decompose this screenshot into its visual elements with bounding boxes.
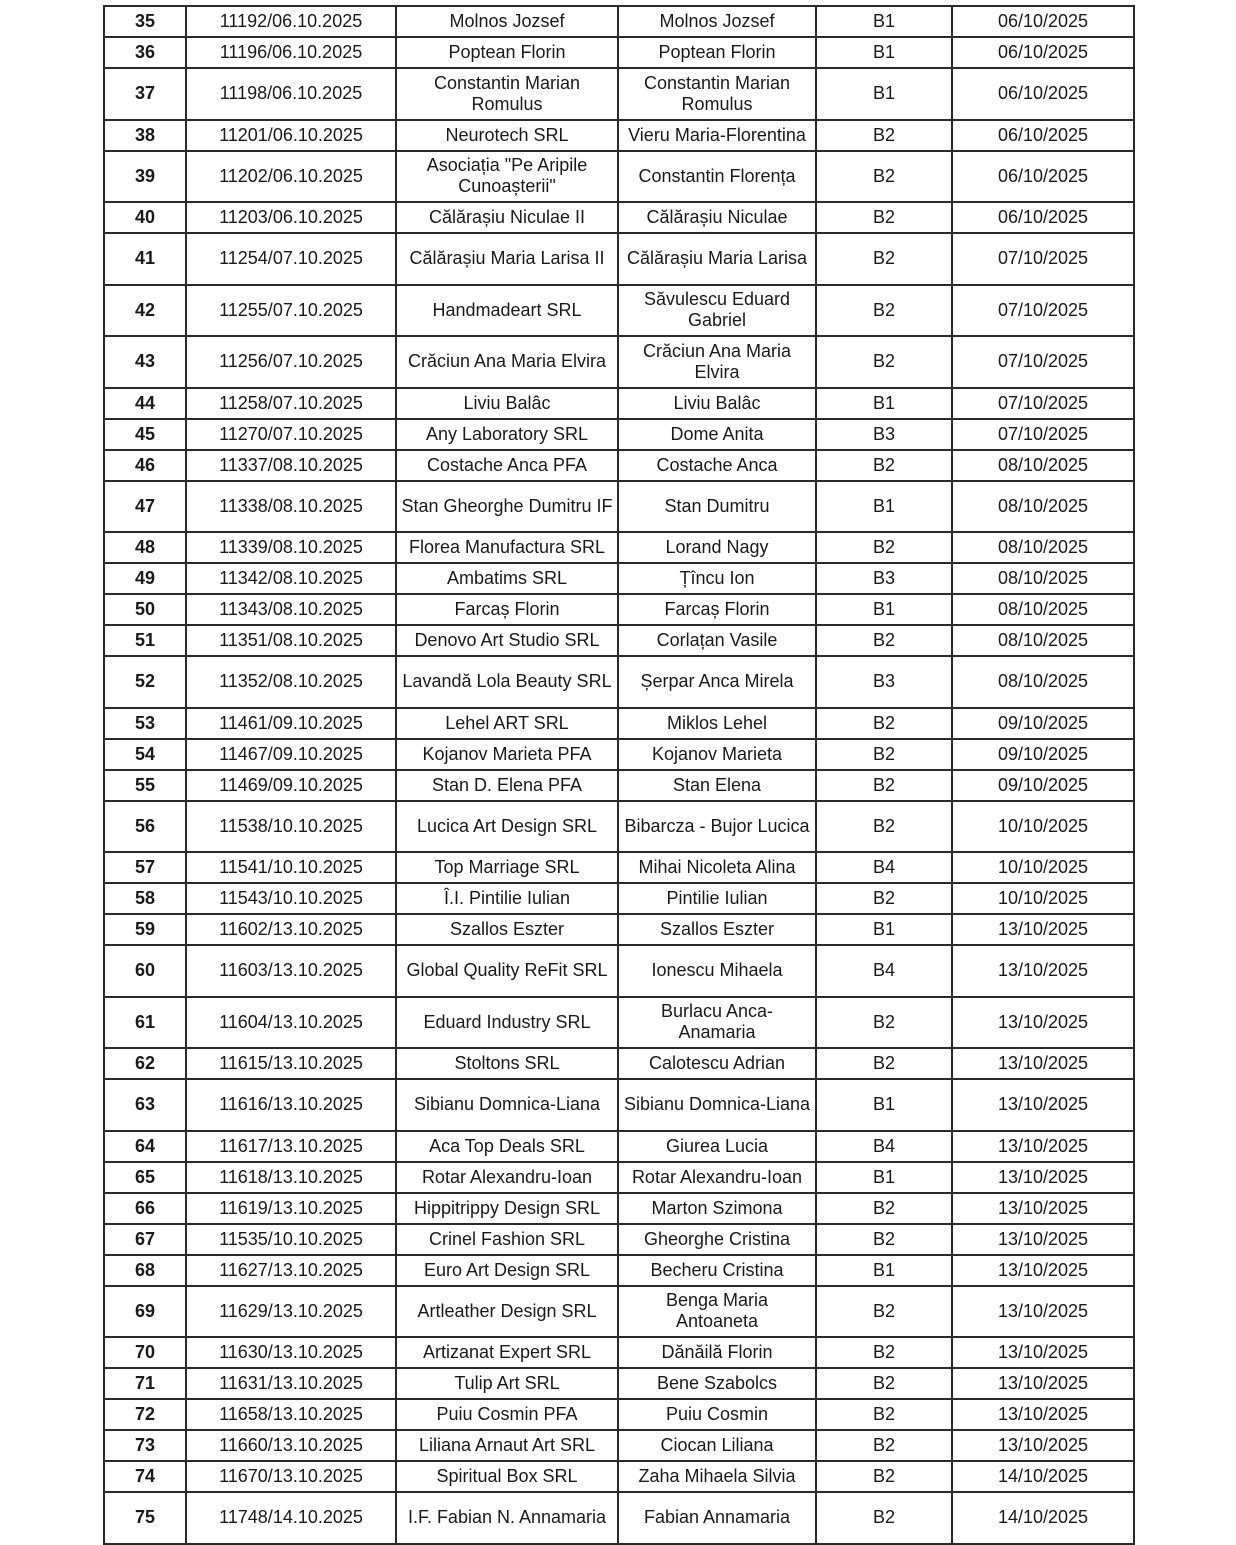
- row-number-cell: 58: [104, 883, 186, 914]
- row-number-cell: 68: [104, 1255, 186, 1286]
- applicant-name-cell: Crinel Fashion SRL: [396, 1224, 618, 1255]
- approval-date-cell: 06/10/2025: [952, 68, 1134, 120]
- approval-date-cell: 08/10/2025: [952, 594, 1134, 625]
- table-row: [104, 656, 1134, 708]
- approval-date-cell: 13/10/2025: [952, 1430, 1134, 1461]
- registration-number-cell: 11351/08.10.2025: [186, 625, 396, 656]
- approval-date-cell: 06/10/2025: [952, 120, 1134, 151]
- table-row: [104, 1337, 1134, 1368]
- approval-date-cell: 13/10/2025: [952, 1286, 1134, 1338]
- applicant-name-cell: Handmadeart SRL: [396, 285, 618, 337]
- table-row: [104, 1286, 1134, 1338]
- table-row: [104, 739, 1134, 770]
- table-row: [104, 151, 1134, 203]
- table-row: [104, 202, 1134, 233]
- representative-name-cell: Șerpar Anca Mirela: [618, 656, 816, 708]
- registration-number-cell: 11201/06.10.2025: [186, 120, 396, 151]
- row-number-cell: 42: [104, 285, 186, 337]
- category-code-cell: B1: [816, 1162, 952, 1193]
- representative-name-cell: Fabian Annamaria: [618, 1492, 816, 1544]
- applicant-name-cell: Florea Manufactura SRL: [396, 532, 618, 563]
- registration-number-cell: 11337/08.10.2025: [186, 450, 396, 481]
- row-number-cell: 72: [104, 1399, 186, 1430]
- representative-name-cell: Giurea Lucia: [618, 1131, 816, 1162]
- applicant-name-cell: Constantin Marian Romulus: [396, 68, 618, 120]
- approval-date-cell: 13/10/2025: [952, 1193, 1134, 1224]
- representative-name-cell: Sibianu Domnica-Liana: [618, 1079, 816, 1131]
- category-code-cell: B3: [816, 656, 952, 708]
- table-row: [104, 1461, 1134, 1492]
- registration-number-cell: 11616/13.10.2025: [186, 1079, 396, 1131]
- representative-name-cell: Ionescu Mihaela: [618, 945, 816, 997]
- row-number-cell: 55: [104, 770, 186, 801]
- registration-number-cell: 11254/07.10.2025: [186, 233, 396, 285]
- approval-date-cell: 08/10/2025: [952, 625, 1134, 656]
- applicant-name-cell: Szallos Eszter: [396, 914, 618, 945]
- approval-date-cell: 06/10/2025: [952, 6, 1134, 37]
- representative-name-cell: Vieru Maria-Florentina: [618, 120, 816, 151]
- applicant-name-cell: I.F. Fabian N. Annamaria: [396, 1492, 618, 1544]
- registration-number-cell: 11203/06.10.2025: [186, 202, 396, 233]
- row-number-cell: 61: [104, 997, 186, 1049]
- table-row: [104, 37, 1134, 68]
- row-number-cell: 43: [104, 336, 186, 388]
- row-number-cell: 45: [104, 419, 186, 450]
- category-code-cell: B2: [816, 532, 952, 563]
- registration-table: [103, 5, 1135, 1545]
- category-code-cell: B2: [816, 1286, 952, 1338]
- row-number-cell: 53: [104, 708, 186, 739]
- table-row: [104, 1430, 1134, 1461]
- table-row: [104, 945, 1134, 997]
- row-number-cell: 57: [104, 852, 186, 883]
- registration-number-cell: 11196/06.10.2025: [186, 37, 396, 68]
- table-row: [104, 594, 1134, 625]
- representative-name-cell: Rotar Alexandru-Ioan: [618, 1162, 816, 1193]
- category-code-cell: B2: [816, 120, 952, 151]
- approval-date-cell: 06/10/2025: [952, 202, 1134, 233]
- applicant-name-cell: Ambatims SRL: [396, 563, 618, 594]
- applicant-name-cell: Stoltons SRL: [396, 1048, 618, 1079]
- approval-date-cell: 13/10/2025: [952, 1255, 1134, 1286]
- applicant-name-cell: Artizanat Expert SRL: [396, 1337, 618, 1368]
- applicant-name-cell: Poptean Florin: [396, 37, 618, 68]
- applicant-name-cell: Kojanov Marieta PFA: [396, 739, 618, 770]
- row-number-cell: 47: [104, 481, 186, 533]
- approval-date-cell: 13/10/2025: [952, 1079, 1134, 1131]
- registration-number-cell: 11629/13.10.2025: [186, 1286, 396, 1338]
- category-code-cell: B2: [816, 708, 952, 739]
- row-number-cell: 50: [104, 594, 186, 625]
- category-code-cell: B2: [816, 202, 952, 233]
- category-code-cell: B1: [816, 481, 952, 533]
- row-number-cell: 48: [104, 532, 186, 563]
- row-number-cell: 39: [104, 151, 186, 203]
- table-row: [104, 120, 1134, 151]
- row-number-cell: 60: [104, 945, 186, 997]
- applicant-name-cell: Aca Top Deals SRL: [396, 1131, 618, 1162]
- category-code-cell: B2: [816, 285, 952, 337]
- registration-number-cell: 11615/13.10.2025: [186, 1048, 396, 1079]
- representative-name-cell: Stan Dumitru: [618, 481, 816, 533]
- row-number-cell: 73: [104, 1430, 186, 1461]
- approval-date-cell: 10/10/2025: [952, 852, 1134, 883]
- approval-date-cell: 14/10/2025: [952, 1492, 1134, 1544]
- registration-number-cell: 11603/13.10.2025: [186, 945, 396, 997]
- registration-number-cell: 11619/13.10.2025: [186, 1193, 396, 1224]
- approval-date-cell: 09/10/2025: [952, 739, 1134, 770]
- approval-date-cell: 08/10/2025: [952, 532, 1134, 563]
- table-row: [104, 1193, 1134, 1224]
- table-row: [104, 1255, 1134, 1286]
- registration-number-cell: 11748/14.10.2025: [186, 1492, 396, 1544]
- representative-name-cell: Szallos Eszter: [618, 914, 816, 945]
- applicant-name-cell: Crăciun Ana Maria Elvira: [396, 336, 618, 388]
- registration-number-cell: 11270/07.10.2025: [186, 419, 396, 450]
- approval-date-cell: 13/10/2025: [952, 1337, 1134, 1368]
- category-code-cell: B1: [816, 914, 952, 945]
- registration-number-cell: 11339/08.10.2025: [186, 532, 396, 563]
- registration-number-cell: 11630/13.10.2025: [186, 1337, 396, 1368]
- representative-name-cell: Puiu Cosmin: [618, 1399, 816, 1430]
- category-code-cell: B2: [816, 801, 952, 853]
- row-number-cell: 37: [104, 68, 186, 120]
- table-row: [104, 883, 1134, 914]
- table-row: [104, 481, 1134, 533]
- representative-name-cell: Corlațan Vasile: [618, 625, 816, 656]
- table-row: [104, 1368, 1134, 1399]
- registration-number-cell: 11461/09.10.2025: [186, 708, 396, 739]
- table-row: [104, 336, 1134, 388]
- row-number-cell: 59: [104, 914, 186, 945]
- registration-number-cell: 11343/08.10.2025: [186, 594, 396, 625]
- registration-number-cell: 11192/06.10.2025: [186, 6, 396, 37]
- representative-name-cell: Miklos Lehel: [618, 708, 816, 739]
- category-code-cell: B2: [816, 997, 952, 1049]
- category-code-cell: B3: [816, 419, 952, 450]
- row-number-cell: 49: [104, 563, 186, 594]
- row-number-cell: 75: [104, 1492, 186, 1544]
- category-code-cell: B2: [816, 233, 952, 285]
- approval-date-cell: 06/10/2025: [952, 151, 1134, 203]
- representative-name-cell: Poptean Florin: [618, 37, 816, 68]
- representative-name-cell: Mihai Nicoleta Alina: [618, 852, 816, 883]
- table-row: [104, 997, 1134, 1049]
- table-row: [104, 1224, 1134, 1255]
- representative-name-cell: Benga Maria Antoaneta: [618, 1286, 816, 1338]
- registration-number-cell: 11469/09.10.2025: [186, 770, 396, 801]
- row-number-cell: 51: [104, 625, 186, 656]
- approval-date-cell: 13/10/2025: [952, 914, 1134, 945]
- applicant-name-cell: Costache Anca PFA: [396, 450, 618, 481]
- applicant-name-cell: Tulip Art SRL: [396, 1368, 618, 1399]
- registration-number-cell: 11538/10.10.2025: [186, 801, 396, 853]
- representative-name-cell: Bibarcza - Bujor Lucica: [618, 801, 816, 853]
- category-code-cell: B4: [816, 1131, 952, 1162]
- approval-date-cell: 08/10/2025: [952, 563, 1134, 594]
- representative-name-cell: Pintilie Iulian: [618, 883, 816, 914]
- category-code-cell: B1: [816, 37, 952, 68]
- approval-date-cell: 10/10/2025: [952, 801, 1134, 853]
- category-code-cell: B2: [816, 1430, 952, 1461]
- approval-date-cell: 07/10/2025: [952, 388, 1134, 419]
- registration-number-cell: 11660/13.10.2025: [186, 1430, 396, 1461]
- applicant-name-cell: Farcaș Florin: [396, 594, 618, 625]
- table-row: [104, 450, 1134, 481]
- table-row: [104, 801, 1134, 853]
- table-row: [104, 532, 1134, 563]
- representative-name-cell: Zaha Mihaela Silvia: [618, 1461, 816, 1492]
- registration-table-body: [104, 6, 1134, 1544]
- representative-name-cell: Crăciun Ana Maria Elvira: [618, 336, 816, 388]
- approval-date-cell: 13/10/2025: [952, 1368, 1134, 1399]
- category-code-cell: B3: [816, 563, 952, 594]
- category-code-cell: B2: [816, 450, 952, 481]
- applicant-name-cell: Spiritual Box SRL: [396, 1461, 618, 1492]
- applicant-name-cell: Lavandă Lola Beauty SRL: [396, 656, 618, 708]
- registration-number-cell: 11604/13.10.2025: [186, 997, 396, 1049]
- applicant-name-cell: Lucica Art Design SRL: [396, 801, 618, 853]
- applicant-name-cell: Hippitrippy Design SRL: [396, 1193, 618, 1224]
- row-number-cell: 62: [104, 1048, 186, 1079]
- registration-number-cell: 11338/08.10.2025: [186, 481, 396, 533]
- approval-date-cell: 13/10/2025: [952, 1131, 1134, 1162]
- approval-date-cell: 13/10/2025: [952, 997, 1134, 1049]
- representative-name-cell: Liviu Balâc: [618, 388, 816, 419]
- applicant-name-cell: Liliana Arnaut Art SRL: [396, 1430, 618, 1461]
- registration-number-cell: 11198/06.10.2025: [186, 68, 396, 120]
- representative-name-cell: Călărașiu Niculae: [618, 202, 816, 233]
- applicant-name-cell: Artleather Design SRL: [396, 1286, 618, 1338]
- category-code-cell: B1: [816, 594, 952, 625]
- representative-name-cell: Bene Szabolcs: [618, 1368, 816, 1399]
- representative-name-cell: Becheru Cristina: [618, 1255, 816, 1286]
- table-row: [104, 68, 1134, 120]
- registration-number-cell: 11202/06.10.2025: [186, 151, 396, 203]
- representative-name-cell: Stan Elena: [618, 770, 816, 801]
- table-row: [104, 625, 1134, 656]
- row-number-cell: 66: [104, 1193, 186, 1224]
- applicant-name-cell: Stan Gheorghe Dumitru IF: [396, 481, 618, 533]
- category-code-cell: B2: [816, 770, 952, 801]
- row-number-cell: 65: [104, 1162, 186, 1193]
- category-code-cell: B2: [816, 151, 952, 203]
- registration-number-cell: 11256/07.10.2025: [186, 336, 396, 388]
- registration-number-cell: 11535/10.10.2025: [186, 1224, 396, 1255]
- representative-name-cell: Costache Anca: [618, 450, 816, 481]
- representative-name-cell: Dănăilă Florin: [618, 1337, 816, 1368]
- representative-name-cell: Călărașiu Maria Larisa: [618, 233, 816, 285]
- applicant-name-cell: Any Laboratory SRL: [396, 419, 618, 450]
- category-code-cell: B2: [816, 1337, 952, 1368]
- category-code-cell: B2: [816, 1399, 952, 1430]
- representative-name-cell: Gheorghe Cristina: [618, 1224, 816, 1255]
- table-row: [104, 770, 1134, 801]
- row-number-cell: 36: [104, 37, 186, 68]
- row-number-cell: 41: [104, 233, 186, 285]
- registration-number-cell: 11258/07.10.2025: [186, 388, 396, 419]
- row-number-cell: 74: [104, 1461, 186, 1492]
- registration-number-cell: 11618/13.10.2025: [186, 1162, 396, 1193]
- category-code-cell: B2: [816, 1048, 952, 1079]
- table-row: [104, 419, 1134, 450]
- representative-name-cell: Calotescu Adrian: [618, 1048, 816, 1079]
- approval-date-cell: 13/10/2025: [952, 1224, 1134, 1255]
- table-row: [104, 388, 1134, 419]
- applicant-name-cell: Molnos Jozsef: [396, 6, 618, 37]
- registration-number-cell: 11670/13.10.2025: [186, 1461, 396, 1492]
- approval-date-cell: 09/10/2025: [952, 708, 1134, 739]
- registration-number-cell: 11631/13.10.2025: [186, 1368, 396, 1399]
- approval-date-cell: 13/10/2025: [952, 945, 1134, 997]
- registration-number-cell: 11352/08.10.2025: [186, 656, 396, 708]
- representative-name-cell: Constantin Florența: [618, 151, 816, 203]
- table-row: [104, 1131, 1134, 1162]
- applicant-name-cell: Călărașiu Niculae II: [396, 202, 618, 233]
- registration-number-cell: 11541/10.10.2025: [186, 852, 396, 883]
- approval-date-cell: 13/10/2025: [952, 1399, 1134, 1430]
- category-code-cell: B1: [816, 6, 952, 37]
- category-code-cell: B2: [816, 625, 952, 656]
- registration-number-cell: 11255/07.10.2025: [186, 285, 396, 337]
- representative-name-cell: Ciocan Liliana: [618, 1430, 816, 1461]
- category-code-cell: B2: [816, 336, 952, 388]
- table-row: [104, 233, 1134, 285]
- applicant-name-cell: Asociația "Pe Aripile Cunoașterii": [396, 151, 618, 203]
- table-row: [104, 6, 1134, 37]
- applicant-name-cell: Euro Art Design SRL: [396, 1255, 618, 1286]
- category-code-cell: B2: [816, 1224, 952, 1255]
- table-row: [104, 1399, 1134, 1430]
- table-row: [104, 285, 1134, 337]
- row-number-cell: 35: [104, 6, 186, 37]
- representative-name-cell: Săvulescu Eduard Gabriel: [618, 285, 816, 337]
- applicant-name-cell: Liviu Balâc: [396, 388, 618, 419]
- approval-date-cell: 07/10/2025: [952, 419, 1134, 450]
- approval-date-cell: 08/10/2025: [952, 450, 1134, 481]
- row-number-cell: 71: [104, 1368, 186, 1399]
- applicant-name-cell: Global Quality ReFit SRL: [396, 945, 618, 997]
- approval-date-cell: 07/10/2025: [952, 233, 1134, 285]
- table-row: [104, 1079, 1134, 1131]
- applicant-name-cell: Puiu Cosmin PFA: [396, 1399, 618, 1430]
- applicant-name-cell: Î.I. Pintilie Iulian: [396, 883, 618, 914]
- representative-name-cell: Constantin Marian Romulus: [618, 68, 816, 120]
- row-number-cell: 54: [104, 739, 186, 770]
- registration-number-cell: 11658/13.10.2025: [186, 1399, 396, 1430]
- applicant-name-cell: Eduard Industry SRL: [396, 997, 618, 1049]
- row-number-cell: 67: [104, 1224, 186, 1255]
- approval-date-cell: 07/10/2025: [952, 285, 1134, 337]
- category-code-cell: B1: [816, 1255, 952, 1286]
- row-number-cell: 44: [104, 388, 186, 419]
- representative-name-cell: Lorand Nagy: [618, 532, 816, 563]
- table-row: [104, 914, 1134, 945]
- row-number-cell: 56: [104, 801, 186, 853]
- category-code-cell: B4: [816, 852, 952, 883]
- category-code-cell: B2: [816, 1193, 952, 1224]
- applicant-name-cell: Rotar Alexandru-Ioan: [396, 1162, 618, 1193]
- registration-number-cell: 11342/08.10.2025: [186, 563, 396, 594]
- registration-number-cell: 11543/10.10.2025: [186, 883, 396, 914]
- row-number-cell: 70: [104, 1337, 186, 1368]
- row-number-cell: 63: [104, 1079, 186, 1131]
- category-code-cell: B1: [816, 388, 952, 419]
- category-code-cell: B1: [816, 68, 952, 120]
- registration-number-cell: 11617/13.10.2025: [186, 1131, 396, 1162]
- applicant-name-cell: Sibianu Domnica-Liana: [396, 1079, 618, 1131]
- representative-name-cell: Burlacu Anca-Anamaria: [618, 997, 816, 1049]
- representative-name-cell: Marton Szimona: [618, 1193, 816, 1224]
- category-code-cell: B1: [816, 1079, 952, 1131]
- table-row: [104, 852, 1134, 883]
- approval-date-cell: 08/10/2025: [952, 481, 1134, 533]
- category-code-cell: B4: [816, 945, 952, 997]
- row-number-cell: 64: [104, 1131, 186, 1162]
- table-row: [104, 708, 1134, 739]
- applicant-name-cell: Călărașiu Maria Larisa II: [396, 233, 618, 285]
- row-number-cell: 52: [104, 656, 186, 708]
- representative-name-cell: Dome Anita: [618, 419, 816, 450]
- category-code-cell: B2: [816, 883, 952, 914]
- approval-date-cell: 06/10/2025: [952, 37, 1134, 68]
- approval-date-cell: 13/10/2025: [952, 1048, 1134, 1079]
- applicant-name-cell: Denovo Art Studio SRL: [396, 625, 618, 656]
- representative-name-cell: Kojanov Marieta: [618, 739, 816, 770]
- representative-name-cell: Țîncu Ion: [618, 563, 816, 594]
- row-number-cell: 40: [104, 202, 186, 233]
- approval-date-cell: 09/10/2025: [952, 770, 1134, 801]
- approval-date-cell: 07/10/2025: [952, 336, 1134, 388]
- table-row: [104, 1162, 1134, 1193]
- row-number-cell: 38: [104, 120, 186, 151]
- approval-date-cell: 13/10/2025: [952, 1162, 1134, 1193]
- category-code-cell: B2: [816, 1492, 952, 1544]
- approval-date-cell: 14/10/2025: [952, 1461, 1134, 1492]
- table-row: [104, 1048, 1134, 1079]
- category-code-cell: B2: [816, 739, 952, 770]
- applicant-name-cell: Top Marriage SRL: [396, 852, 618, 883]
- approval-date-cell: 10/10/2025: [952, 883, 1134, 914]
- representative-name-cell: Farcaș Florin: [618, 594, 816, 625]
- registration-number-cell: 11627/13.10.2025: [186, 1255, 396, 1286]
- category-code-cell: B2: [816, 1368, 952, 1399]
- table-row: [104, 563, 1134, 594]
- approval-date-cell: 08/10/2025: [952, 656, 1134, 708]
- applicant-name-cell: Neurotech SRL: [396, 120, 618, 151]
- registration-number-cell: 11467/09.10.2025: [186, 739, 396, 770]
- applicant-name-cell: Lehel ART SRL: [396, 708, 618, 739]
- row-number-cell: 69: [104, 1286, 186, 1338]
- representative-name-cell: Molnos Jozsef: [618, 6, 816, 37]
- row-number-cell: 46: [104, 450, 186, 481]
- registration-number-cell: 11602/13.10.2025: [186, 914, 396, 945]
- applicant-name-cell: Stan D. Elena PFA: [396, 770, 618, 801]
- category-code-cell: B2: [816, 1461, 952, 1492]
